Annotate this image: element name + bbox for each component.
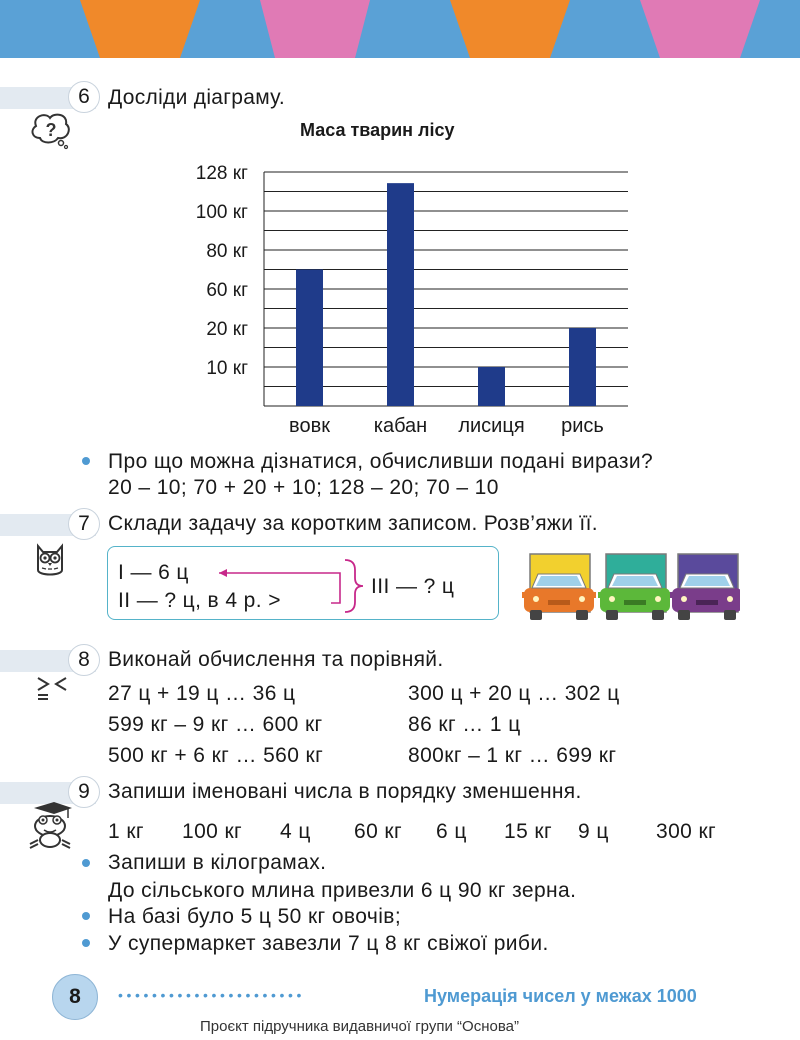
owl-icon: [30, 540, 70, 585]
task-6-question: Про що можна дізнатися, обчисливши подані вирази?: [108, 450, 654, 473]
bullet: [82, 912, 90, 920]
compare-signs-icon: [34, 674, 70, 707]
truck-icon: [598, 554, 672, 620]
task-9-title: Запиши іменовані числа в порядку зменшення.: [108, 780, 582, 803]
task-9-bullet-3: У супермаркет завезли 7 ц 8 кг свіжої риби.: [108, 932, 549, 955]
bullet: [82, 457, 90, 465]
comparison-6: 800кг – 1 кг … 699 кг: [408, 744, 617, 767]
trucks-illustration: [520, 552, 740, 628]
comparison-2: 300 ц + 20 ц … 302 ц: [408, 682, 620, 705]
x-category-label: кабан: [373, 415, 428, 437]
x-category-label: вовк: [289, 415, 330, 437]
task-9-number: 9: [68, 776, 100, 808]
record-brackets: [205, 556, 375, 616]
y-tick-label: 80 кг: [206, 241, 248, 262]
task-7-title: Склади задачу за коротким записом. Розв’яжи її.: [108, 512, 598, 535]
mass-bar-chart: [170, 150, 650, 442]
named-numbers-row: [108, 820, 748, 846]
record-line-1: І — 6 ц: [118, 561, 189, 584]
svg-text:?: ?: [45, 120, 57, 140]
y-tick-label: 128 кг: [195, 163, 248, 184]
named-number: 9 ц: [578, 820, 609, 843]
y-tick-label: 100 кг: [195, 202, 248, 223]
chart-title: Маса тварин лісу: [300, 120, 455, 140]
bar-3: [569, 328, 596, 406]
record-line-2: ІІ — ? ц, в 4 р. >: [118, 589, 281, 612]
task-9-bullet-2: На базі було 5 ц 50 кг овочів;: [108, 905, 402, 928]
top-banner: [0, 0, 800, 58]
named-number: 4 ц: [280, 820, 311, 843]
named-number: 1 кг: [108, 820, 144, 843]
bullet: [82, 859, 90, 867]
task-9-bullet-1-text: До сільського млина привезли 6 ц 90 кг зерна.: [108, 879, 577, 902]
dotted-leader: ••••••••••••••••••••••: [118, 987, 306, 1003]
bar-0: [296, 270, 323, 407]
y-tick-label: 10 кг: [206, 358, 248, 379]
record-line-3: ІІІ — ? ц: [371, 575, 455, 598]
named-number: 6 ц: [436, 820, 467, 843]
bar-1: [387, 183, 414, 406]
truck-icon: [522, 554, 596, 620]
comparison-4: 86 кг … 1 ц: [408, 713, 521, 736]
comparison-3: 599 кг – 9 кг … 600 кг: [108, 713, 323, 736]
named-number: 60 кг: [354, 820, 403, 843]
task-9-bullet-1: Запиши в кілограмах.: [108, 851, 327, 874]
task-6-expressions: 20 – 10; 70 + 20 + 10; 128 – 20; 70 – 10: [108, 476, 499, 499]
y-tick-label: 20 кг: [206, 319, 248, 340]
named-number: 100 кг: [182, 820, 243, 843]
chapter-title: Нумерація чисел у межах 1000: [424, 986, 697, 1006]
task-6-number: 6: [68, 81, 100, 113]
named-number: 15 кг: [504, 820, 553, 843]
publisher-note: Проєкт підручника видавничої групи “Основа”: [200, 1018, 519, 1035]
task-7-number: 7: [68, 508, 100, 540]
comparison-5: 500 кг + 6 кг … 560 кг: [108, 744, 324, 767]
frog-graduate-icon: [24, 800, 76, 857]
task-8-title: Виконай обчислення та порівняй.: [108, 648, 444, 671]
comparison-1: 27 ц + 19 ц … 36 ц: [108, 682, 296, 705]
bullet: [82, 939, 90, 947]
task-6-title: Досліди діаграму.: [108, 86, 285, 109]
thinking-bubble-icon: [30, 112, 74, 155]
bar-2: [478, 367, 505, 406]
truck-icon: [670, 554, 740, 620]
named-number: 300 кг: [656, 820, 717, 843]
task-8-number: 8: [68, 644, 100, 676]
page-number: 8: [52, 974, 98, 1020]
y-tick-label: 60 кг: [206, 280, 248, 301]
x-category-label: лисиця: [458, 415, 525, 437]
x-category-label: рись: [561, 415, 604, 437]
